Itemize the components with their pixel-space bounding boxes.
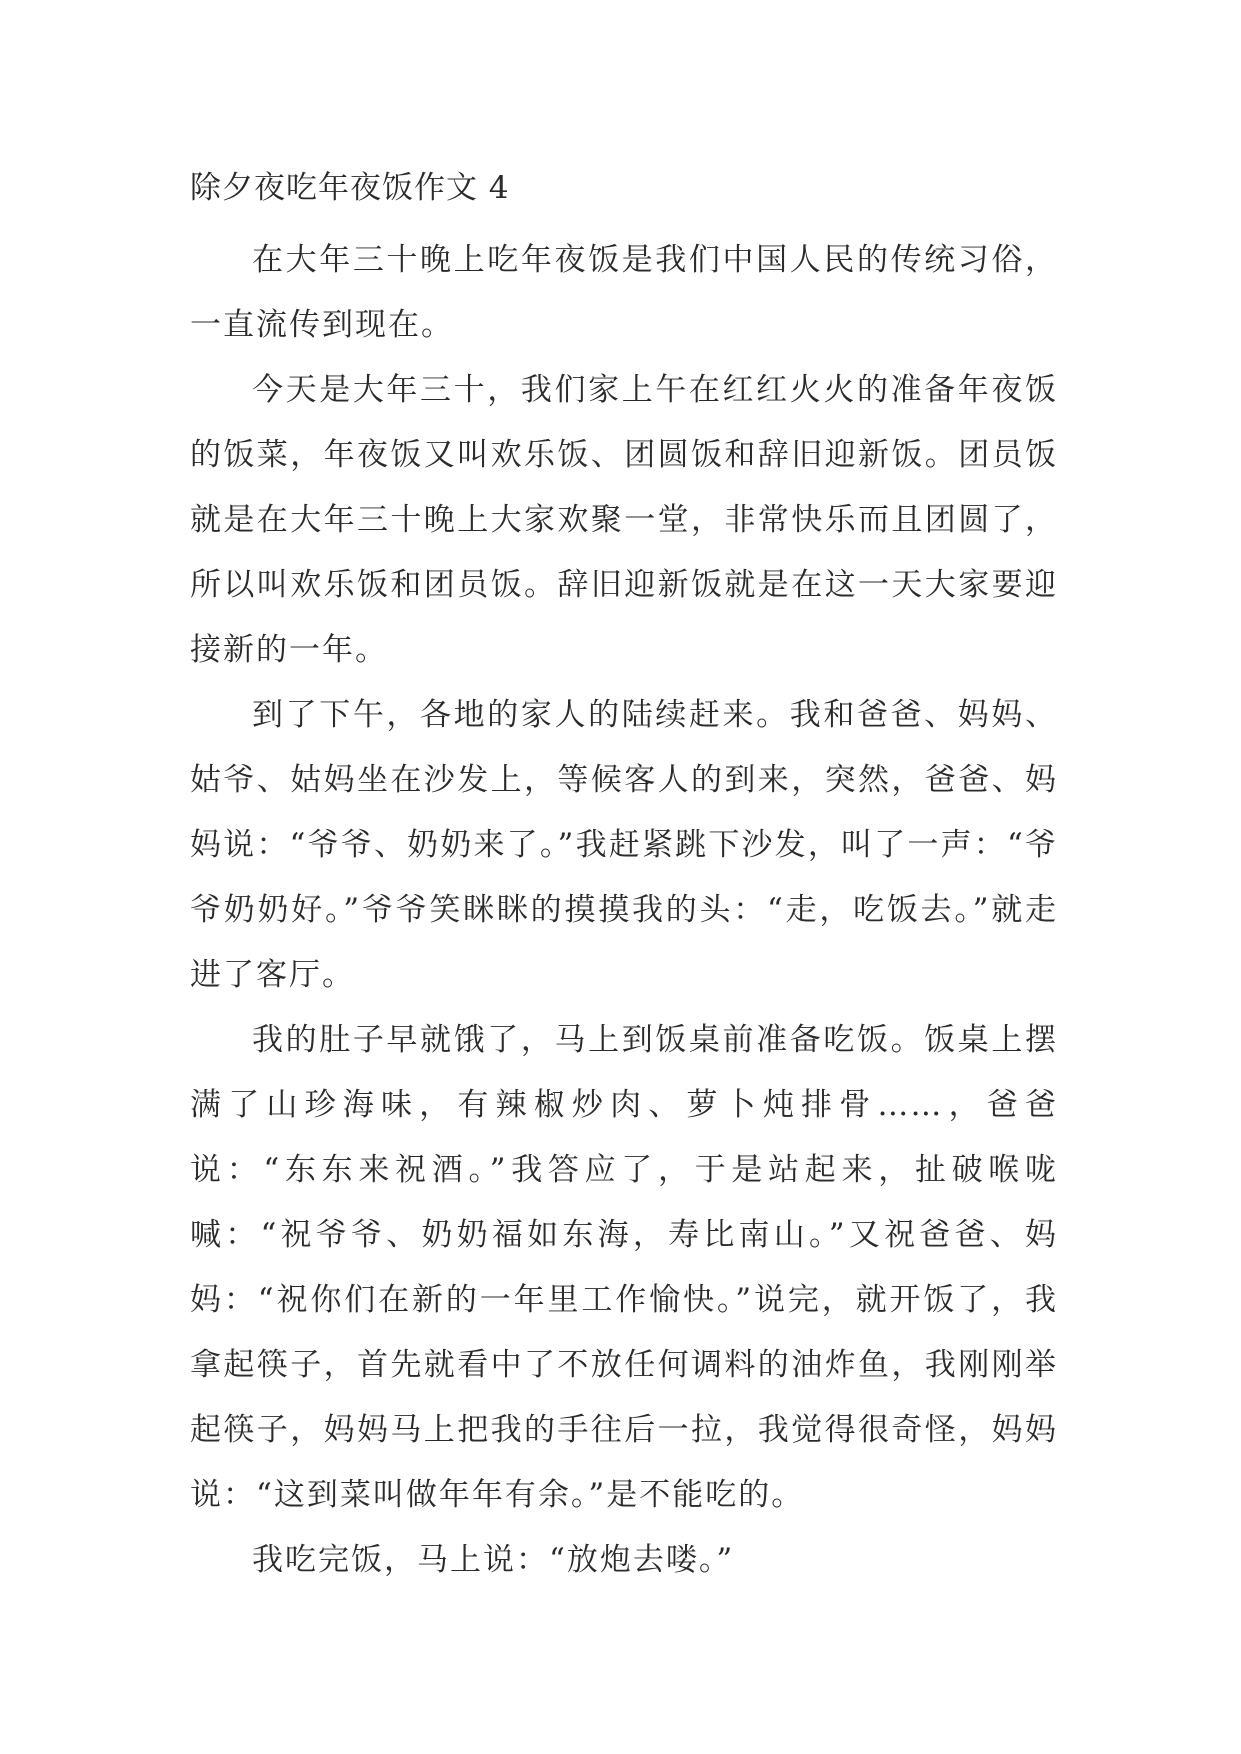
paragraph-2: 今天是大年三十，我们家上午在红红火火的准备年夜饭的饭菜，年夜饭又叫欢乐饭、团圆饭和辞旧迎新饭。团员饭就是在大年三十晚上大家欢聚一堂，非常快乐而且团圆了，所以叫欢乐饭和团员饭。辞旧迎新饭就是在这一天大家要迎接新的一年。	[190, 372, 1058, 668]
document-page	[190, 160, 1058, 1593]
paragraph-4: 我的肚子早就饿了，马上到饭桌前准备吃饭。饭桌上摆满了山珍海味，有辣椒炒肉、萝卜炖排骨……，爸爸说：“东东来祝酒。”我答应了，于是站起来，扯破喉咙喊：“祝爷爷、奶奶福如东海，寿比南山。”又祝爸爸、妈妈：“祝你们在新的一年里工作愉快。”说完，就开饭了，我拿起筷子，首先就看中了不放任何调料的油炸鱼，我刚刚举起筷子，妈妈马上把我的手往后一拉，我觉得很奇怪，妈妈说：“这到菜叫做年年有余。”是不能吃的。	[190, 1022, 1058, 1513]
paragraph-5: 我吃完饭，马上说：“放炮去喽。”	[252, 1542, 735, 1578]
document-title: 除夕夜吃年夜饭作文 4	[190, 170, 510, 206]
paragraph-3: 到了下午，各地的家人的陆续赶来。我和爸爸、妈妈、姑爷、姑妈坐在沙发上，等候客人的到来，突然，爸爸、妈妈说：“爷爷、奶奶来了。”我赶紧跳下沙发，叫了一声：“爷爷奶奶好。”爷爷笑眯眯的摸摸我的头：“走，吃饭去。”就走进了客厅。	[190, 697, 1058, 993]
paragraph-1: 在大年三十晚上吃年夜饭是我们中国人民的传统习俗，一直流传到现在。	[190, 242, 1058, 343]
